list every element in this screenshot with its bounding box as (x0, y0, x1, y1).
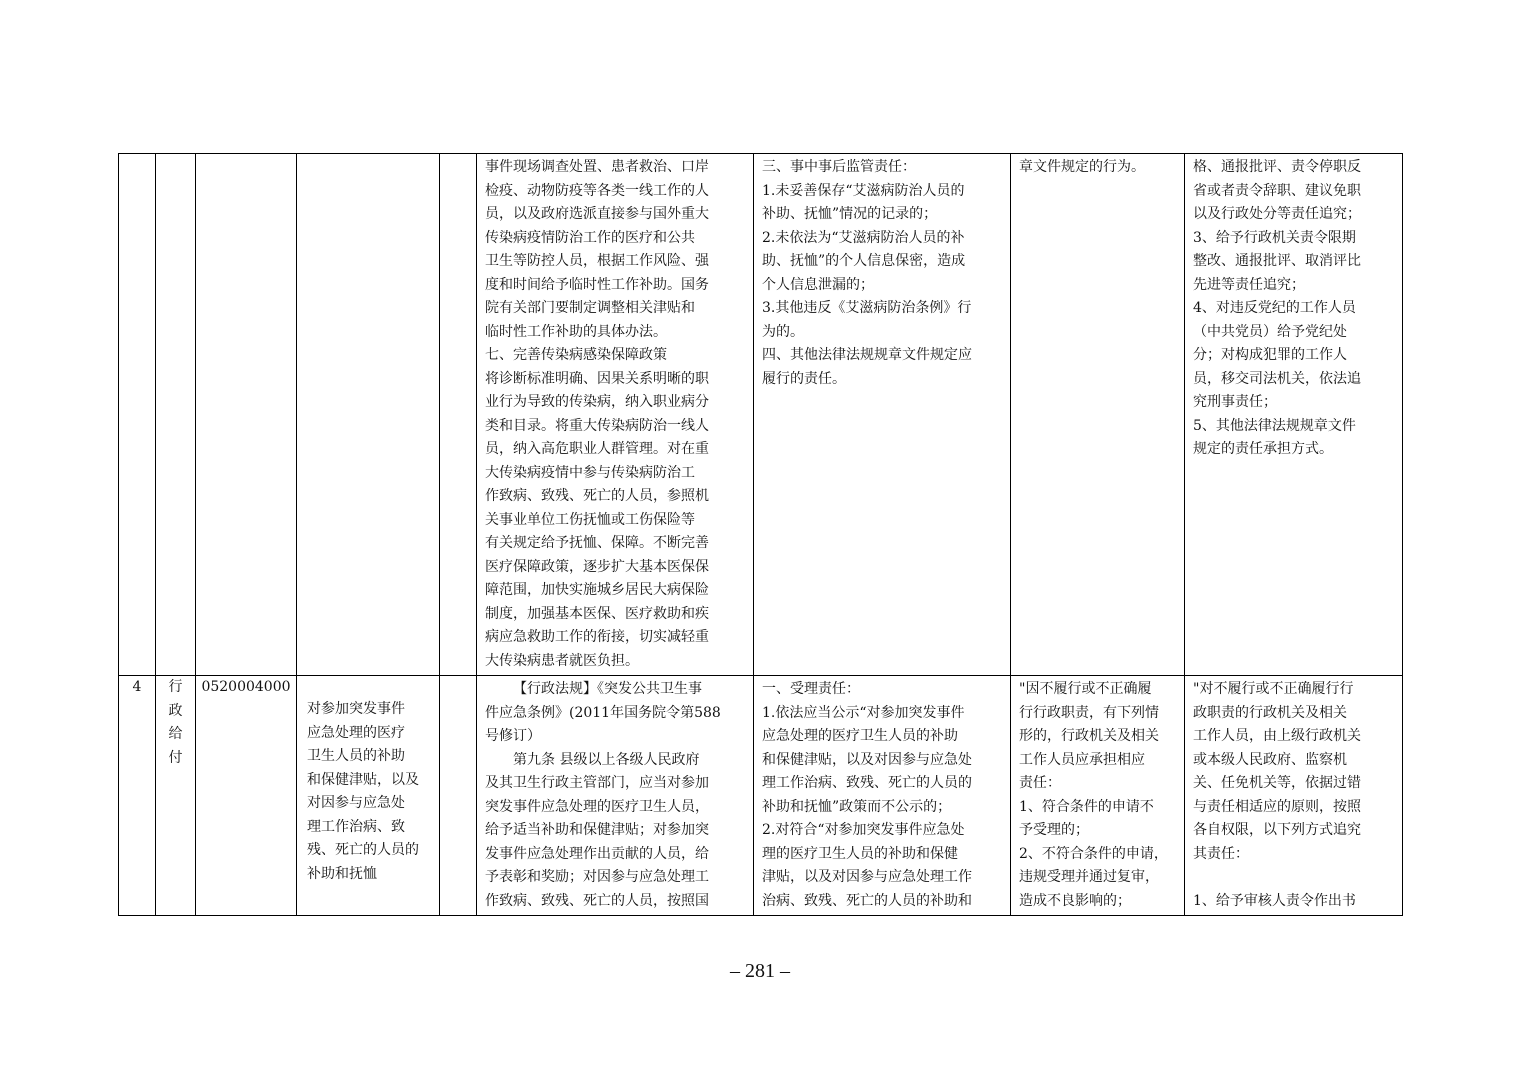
text-line: 员，以及政府选派直接参与国外重大 (485, 206, 709, 222)
text-line: 员，移交司法机关，依法追 (1193, 370, 1361, 387)
text-line: 卫生人员的补助 (307, 748, 405, 764)
text-line: 予受理的； (1019, 822, 1089, 838)
text-line: 病应急救助工作的衔接，切实减轻重 (485, 629, 709, 645)
text-line: 号修订） (485, 728, 541, 744)
accountability-text (1185, 676, 1402, 915)
text-line: 理工作治病、致 (307, 818, 405, 835)
text-line: 格、通报批评、责令停职反 (1193, 159, 1361, 175)
text-line: 关、任免机关等，依据过错 (1193, 775, 1361, 791)
text-line: "因不履行或不正确履 (1019, 681, 1152, 697)
text-line: 4、对违反党纪的工作人员 (1193, 300, 1356, 316)
text-line: 和保健津贴，以及 (307, 771, 419, 788)
text-line: 员，纳入高危职业人群管理。对在重 (485, 441, 709, 457)
text-line: 5、其他法律法规规章文件 (1193, 417, 1356, 434)
responsibility-cell (754, 676, 1011, 916)
text-line: 津贴，以及对因参与应急处理工作 (762, 869, 972, 885)
text-line: 2、不符合条件的申请， (1019, 845, 1168, 862)
text-line: 为的。 (762, 323, 804, 340)
text-line: 1、符合条件的申请不 (1019, 798, 1154, 815)
text-line: 章文件规定的行为。 (1019, 159, 1145, 175)
text-line: 工作人员，由上级行政机关 (1193, 728, 1361, 744)
text-line: 三、事中事后监管责任： (762, 159, 916, 175)
table-row (119, 154, 1403, 676)
text-line: 大传染病疫情中参与传染病防治工 (485, 464, 695, 481)
text-line: 度和时间给予临时性工作补助。国务 (485, 276, 709, 293)
item-code: 0520004000 (201, 679, 291, 695)
text-line: 应急处理的医疗 (307, 724, 405, 741)
text-line: "对不履行或不正确履行行 (1193, 681, 1354, 697)
circumstances-cell (1011, 154, 1185, 676)
accountability-text (1185, 154, 1402, 464)
text-line: 3、给予行政机关责令限期 (1193, 229, 1356, 246)
text-line: 作致病、致残、死亡的人员，按照国 (485, 892, 709, 909)
text-line: 违规受理并通过复审， (1019, 869, 1159, 885)
text-line: 类和目录。将重大传染病防治一线人 (485, 417, 709, 434)
text-line: 各自权限，以下列方式追究 (1193, 822, 1361, 838)
text-line: 给予适当补助和保健津贴；对参加突 (485, 822, 709, 838)
text-line: 助、抚恤”的个人信息保密，造成 (762, 253, 966, 269)
text-line: 关事业单位工伤抚恤或工伤保险等 (485, 511, 695, 528)
text-line: 省或者责令辞职、建议免职 (1193, 182, 1361, 199)
text-line: 第九条 县级以上各级人民政府 (513, 751, 700, 768)
text-line: 规定的责任承担方式。 (1193, 441, 1333, 457)
text-line: 对因参与应急处 (307, 795, 405, 811)
text-line: 补助和抚恤 (307, 865, 377, 882)
powers-list-table (118, 153, 1403, 916)
text-line: 四、其他法律法规规章文件规定应 (762, 347, 972, 363)
index-cell (119, 676, 156, 916)
text-line: 治病、致残、死亡的人员的补助和 (762, 892, 972, 909)
text-line: 对参加突发事件 (307, 701, 405, 717)
text-line: 造成不良影响的； (1019, 892, 1131, 909)
text-line: 先进等责任追究； (1193, 276, 1305, 293)
accountability-cell (1185, 676, 1403, 916)
text-line: 责任： (1019, 775, 1061, 791)
basis-cell (477, 676, 754, 916)
text-line: 医疗保障政策，逐步扩大基本医保保 (485, 558, 709, 575)
text-line: （中共党员）给予党纪处 (1193, 323, 1347, 340)
text-line: 及其卫生行政主管部门，应当对参加 (485, 775, 709, 791)
text-line: 1.未妥善保存“艾滋病防治人员的 (762, 182, 965, 199)
basis-text (477, 154, 753, 675)
accountability-cell (1185, 154, 1403, 676)
text-line: 检疫、动物防疫等各类一线工作的人 (485, 182, 709, 199)
text-line: 工作人员应承担相应 (1019, 751, 1145, 768)
text-line: 传染病疫情防治工作的医疗和公共 (485, 229, 695, 246)
text-line: 突发事件应急处理的医疗卫生人员， (485, 798, 709, 815)
circumstances-text (1011, 676, 1184, 915)
text-line: 临时性工作补助的具体办法。 (485, 323, 667, 340)
text-line: 一、受理责任： (762, 681, 860, 697)
text-line: 件应急条例》(2011年国务院令第588 (485, 704, 721, 721)
text-line: 2.未依法为“艾滋病防治人员的补 (762, 229, 965, 246)
responsibility-cell (754, 154, 1011, 676)
text-line: 院有关部门要制定调整相关津贴和 (485, 300, 695, 316)
row-index: 4 (132, 679, 142, 695)
item-name-cell (297, 154, 440, 676)
item-name-cell (297, 676, 440, 916)
code-cell (196, 676, 297, 916)
text-line: 政职责的行政机关及相关 (1193, 704, 1347, 721)
item-name-text (297, 676, 439, 886)
text-line: 将诊断标准明确、因果关系明晰的职 (485, 370, 709, 387)
text-line: 究刑事责任； (1193, 394, 1277, 410)
text-line: 与责任相适应的原则，按照 (1193, 798, 1361, 815)
page-number: – 281 – (730, 960, 790, 982)
category-cell (156, 676, 196, 916)
text-line: 个人信息泄漏的； (762, 276, 874, 293)
text-line: 有关规定给予抚恤、保障。不断完善 (485, 535, 709, 551)
code-cell (196, 154, 297, 676)
text-line: 制度，加强基本医保、医疗救助和疾 (485, 605, 709, 622)
blank-cell (440, 676, 477, 916)
text-line: 理的医疗卫生人员的补助和保健 (762, 845, 958, 862)
text-line: 行行政职责，有下列情 (1019, 704, 1159, 721)
text-line: 1、给予审核人责令作出书 (1193, 892, 1356, 909)
text-line: 大传染病患者就医负担。 (485, 652, 639, 669)
text-line: 或本级人民政府、监察机 (1193, 751, 1347, 768)
category-cell (156, 154, 196, 676)
text-line: 应急处理的医疗卫生人员的补助 (762, 728, 958, 744)
basis-text (477, 676, 753, 915)
text-line: 3.其他违反《艾滋病防治条例》行 (762, 300, 972, 316)
basis-cell (477, 154, 754, 676)
text-line: 履行的责任。 (762, 370, 846, 387)
text-line: 分；对构成犯罪的工作人 (1193, 347, 1347, 363)
text-line: 2.对符合“对参加突发事件应急处 (762, 822, 965, 838)
text-line: 理工作治病、致残、死亡的人员的 (762, 775, 972, 791)
text-line: 补助和抚恤”政策而不公示的； (762, 798, 952, 815)
text-line: 形的，行政机关及相关 (1019, 728, 1159, 744)
text-line: 补助、抚恤”情况的记录的； (762, 206, 938, 222)
text-line: 残、死亡的人员的 (307, 842, 419, 858)
table-row (119, 676, 1403, 916)
text-line: 发事件应急处理作出贡献的人员，给 (485, 845, 709, 862)
text-line: 障范围，加快实施城乡居民大病保险 (485, 582, 709, 598)
text-line: 七、完善传染病感染保障政策 (485, 347, 667, 363)
text-line: 【行政法规】《突发公共卫生事 (513, 681, 702, 697)
text-line: 以及行政处分等责任追究； (1193, 206, 1361, 222)
text-line: 予表彰和奖励；对因参与应急处理工 (485, 869, 709, 885)
text-line: 业行为导致的传染病，纳入职业病分 (485, 394, 709, 410)
text-line: 卫生等防控人员，根据工作风险、强 (485, 253, 709, 269)
blank-cell (440, 154, 477, 676)
responsibility-text (754, 154, 1010, 393)
text-line: 作致病、致残、死亡的人员，参照机 (485, 488, 709, 504)
text-line: 事件现场调查处置、患者救治、口岸 (485, 159, 709, 175)
circumstances-text (1011, 154, 1184, 182)
index-cell (119, 154, 156, 676)
circumstances-cell (1011, 676, 1185, 916)
text-line (1193, 866, 1394, 890)
responsibility-text (754, 676, 1010, 915)
text-line: 1.依法应当公示“对参加突发事件 (762, 704, 965, 721)
text-line: 整改、通报批评、取消评比 (1193, 253, 1361, 269)
text-line: 和保健津贴，以及对因参与应急处 (762, 751, 972, 768)
text-line: 其责任： (1193, 845, 1249, 862)
category-label: 行政给付 (168, 679, 183, 766)
